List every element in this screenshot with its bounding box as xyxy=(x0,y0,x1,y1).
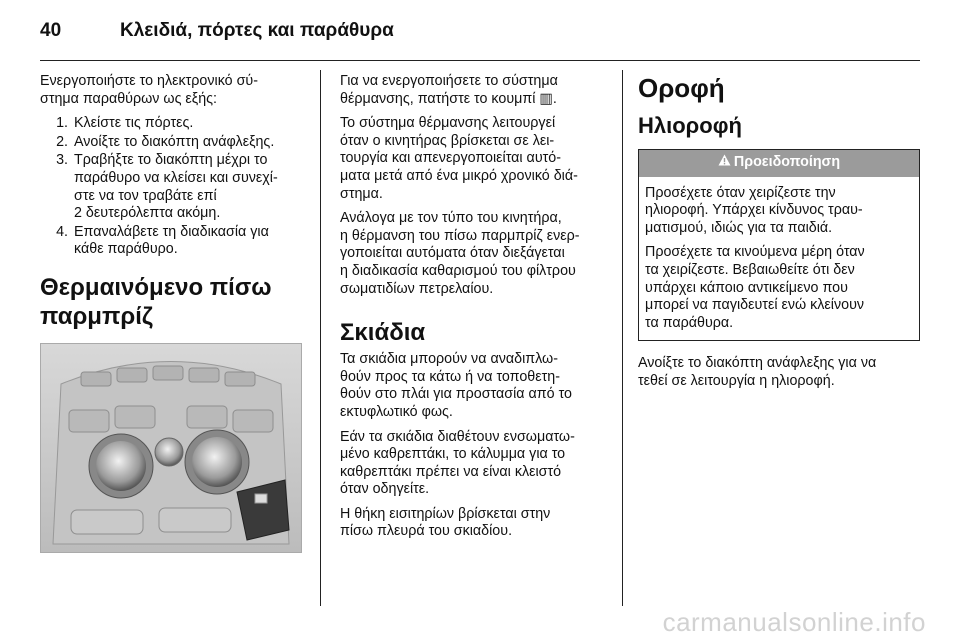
section-title-sun-visors: Σκιάδια xyxy=(340,319,426,347)
text-line: Εάν τα σκιάδια διαθέτουν ενσωματω- xyxy=(340,428,575,445)
text-line: θούν στο πλάι για προστασία από το xyxy=(340,386,572,403)
text-line: Ανάλογα με τον τύπο του κινητήρα, xyxy=(340,210,562,227)
text-line: στημα. xyxy=(340,185,383,202)
section-title-line: Θερμαινόμενο πίσω xyxy=(40,273,272,301)
list-item xyxy=(40,152,310,222)
step-line: Τραβήξτε το διακόπτη μέχρι το xyxy=(74,152,268,169)
section-title-roof: Οροφή xyxy=(638,73,725,103)
step-text xyxy=(74,115,193,133)
step-line: παράθυρο να κλείσει και συνεχί- xyxy=(74,169,278,186)
intro-text xyxy=(40,73,310,108)
step-line: Ανοίξτε το διακόπτη ανάφλεξης. xyxy=(74,133,275,150)
step-number: 3. xyxy=(56,152,68,169)
text-line: Η θήκη εισιτηρίων βρίσκεται στην xyxy=(340,505,551,522)
paragraph xyxy=(645,185,913,238)
watermark: carmanualsonline.info xyxy=(662,607,926,637)
paragraph xyxy=(340,115,612,203)
text-line: θούν προς τα κάτω ή να τοποθετη- xyxy=(340,368,560,385)
text-line: σωματιδίων πετρελαίου. xyxy=(340,280,494,297)
column-divider-2 xyxy=(622,70,623,606)
paragraph xyxy=(645,244,913,332)
text-line: ηλιοροφή. Υπάρχει κίνδυνος τραυ- xyxy=(645,202,863,219)
step-text xyxy=(74,152,278,222)
text-line: μένο καθρεπτάκι, το κάλυμμα για το xyxy=(340,446,566,463)
text-line: Τα σκιάδια μπορούν να αναδιπλω- xyxy=(340,351,558,368)
column-2 xyxy=(340,73,612,548)
text-line: τα παράθυρα. xyxy=(645,314,734,331)
column-3 xyxy=(638,73,920,398)
paragraph xyxy=(340,351,612,421)
text-line: υπάρχει κάποιο αντικείμενο που xyxy=(645,279,848,296)
subsection-title-sunroof: Ηλιοροφή xyxy=(638,113,742,138)
list-item xyxy=(40,134,310,152)
control-panel-photo xyxy=(40,343,302,553)
warning-heading: Προειδοποίηση xyxy=(733,154,841,170)
text-line: όταν οδηγείτε. xyxy=(340,481,430,498)
page-header xyxy=(40,20,394,50)
text-line: ματα μετά από ένα μικρό χρονικό διά- xyxy=(340,167,578,184)
page-title: Κλειδιά, πόρτες και παράθυρα xyxy=(120,20,394,41)
text-line: μπορεί να παγιδευτεί ενώ κλείνουν xyxy=(645,297,865,314)
text-line: Ανοίξτε το διακόπτη ανάφλεξης για να xyxy=(638,355,877,372)
text-line: καθρεπτάκι πρέπει να είναι κλειστό xyxy=(340,463,562,480)
text-line: εκτυφλωτικό φως. xyxy=(340,403,453,420)
section-title-heated-rear-window xyxy=(40,273,310,331)
paragraph xyxy=(340,506,612,541)
paragraph xyxy=(340,429,612,499)
step-line: Κλείστε τις πόρτες. xyxy=(74,115,194,132)
warning-triangle-icon xyxy=(718,154,731,172)
text-line: Προσέχετε τα κινούμενα μέρη όταν xyxy=(645,244,865,261)
step-text xyxy=(74,224,269,259)
warning-body xyxy=(639,177,919,341)
text-line: ματισμού, ιδιώς για τα παιδιά. xyxy=(645,219,833,236)
text-line: τα χειρίζεστε. Βεβαιωθείτε ότι δεν xyxy=(645,261,855,278)
paragraph xyxy=(340,73,612,108)
paragraph xyxy=(638,355,920,390)
text-line: τεθεί σε λειτουργία η ηλιοροφή. xyxy=(638,372,835,389)
step-line: Επαναλάβετε τη διαδικασία για xyxy=(74,223,269,240)
step-line: κάθε παράθυρο. xyxy=(74,241,178,258)
warning-header xyxy=(639,150,919,177)
paragraph xyxy=(340,210,612,298)
text-line: η διαδικασία καθαρισμού του φίλτρου xyxy=(340,262,576,279)
column-1 xyxy=(40,73,310,553)
text-line: Προσέχετε όταν χειρίζεστε την xyxy=(645,184,836,201)
text-line: πίσω πλευρά του σκιαδίου. xyxy=(340,523,513,540)
step-number: 1. xyxy=(56,115,68,132)
text-line: Για να ενεργοποιήσετε το σύστημα xyxy=(340,73,558,89)
warning-box xyxy=(638,149,920,341)
text-line: Το σύστημα θέρμανσης λειτουργεί xyxy=(340,115,556,132)
step-number: 2. xyxy=(56,133,68,150)
header-divider xyxy=(40,60,920,61)
page-number: 40 xyxy=(40,20,62,41)
text-line: θέρμανσης, πατήστε το κουμπί ▥. xyxy=(340,90,557,107)
text-line: όταν ο κινητήρας βρίσκεται σε λει- xyxy=(340,132,555,149)
list-item xyxy=(40,115,310,133)
step-text xyxy=(74,134,274,152)
step-number: 4. xyxy=(56,223,68,240)
intro-line: στημα παραθύρων ως εξής: xyxy=(40,90,218,107)
section-title-line: παρμπρίζ xyxy=(40,302,153,330)
step-line: στε να τον τραβάτε επί xyxy=(74,187,217,204)
list-item xyxy=(40,224,310,259)
control-panel-illustration xyxy=(41,344,301,552)
text-line: γοποιείται αυτόματα όταν διεξάγεται xyxy=(340,245,565,262)
intro-line: Ενεργοποιήστε το ηλεκτρονικό σύ- xyxy=(40,73,258,89)
steps-list xyxy=(40,115,310,259)
column-divider-1 xyxy=(320,70,321,606)
text-line: η θέρμανση του πίσω παρμπρίζ ενερ- xyxy=(340,227,580,244)
step-line: 2 δευτερόλεπτα ακόμη. xyxy=(74,205,221,222)
text-line: τουργία και απενεργοποιείται αυτό- xyxy=(340,150,561,167)
